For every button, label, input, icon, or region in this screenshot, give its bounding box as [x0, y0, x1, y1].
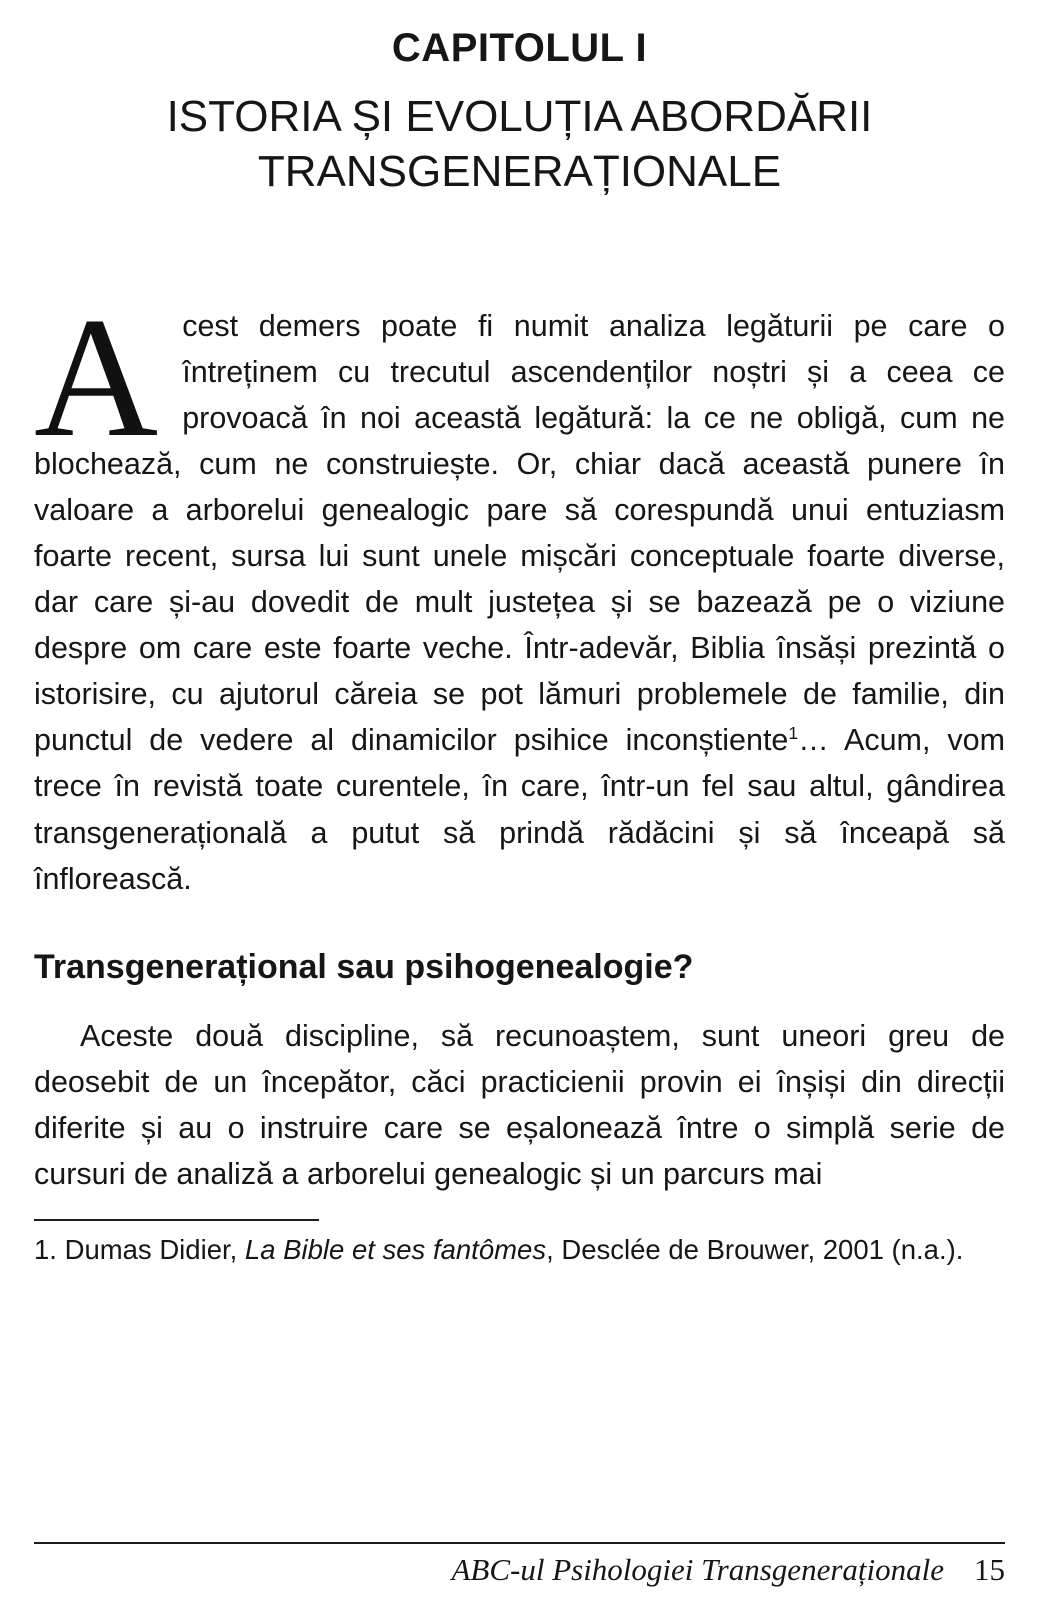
footnote-book-title: La Bible et ses fantômes [244, 1233, 547, 1265]
paragraph-2: Aceste două discipline, să recunoaștem, sunt uneori greu de deosebit de un începător, căci practicienii provin ei înșiși din direcții diferite și au o instruire care se eșalonează între o simplă serie de cursuri de analiză a arborelui genealogic și un parcurs mai [34, 1018, 1005, 1191]
footnote [34, 1231, 1005, 1269]
chapter-title: ISTORIA ȘI EVOLUȚIA ABORDĂRII TRANSGENERAȚIONALE [166, 92, 873, 196]
footer-divider [34, 1542, 1005, 1544]
footnote-divider [34, 1219, 319, 1221]
page-footer-area [34, 1542, 1005, 1588]
running-title: ABC-ul Psihologiei Transgeneraționale [451, 1552, 944, 1587]
footnote-author: Dumas Didier, [64, 1233, 238, 1265]
footnote-reference: 1 [788, 723, 799, 744]
page-body [34, 283, 1005, 1269]
drop-cap: A [34, 283, 159, 473]
chapter-label: CAPITOLUL I [391, 26, 648, 70]
chapter-header [34, 26, 1005, 199]
paragraph-1-text-after: … Acum, vom trece în revistă toate curentele, în care, într-un fel sau altul, gândirea transgenerațională a putut să prindă rădăcini și să înceapă să înflorească. [34, 723, 1005, 896]
paragraph-1-text: cest demers poate fi numit analiza legăturii pe care o întreținem cu trecutul ascendenților noștri și a ceea ce provoacă în noi această legătură: la ce ne obligă, cum ne blochează, cum ne construiește. Or, chiar dacă această punere în valoare a arborelui genealogic pare să corespundă unui entuziasm foarte recent, sursa lui sunt unele mișcări conceptuale foarte diverse, dar care și-au dovedit de mult justețea și se bazează pe o viziune despre om care este foarte veche. Într-adevăr, Biblia însăși prezintă o istorisire, cu ajutorul căreia se pot lămuri problemele de familie, din punctul de vedere al dinamicilor psihice inconștiente [34, 309, 1005, 758]
footnote-number: 1. [34, 1233, 57, 1265]
footnote-publisher: , Desclée de Brouwer, 2001 (n.a.). [546, 1233, 964, 1265]
page-number: 15 [974, 1552, 1005, 1587]
section-heading: Transgenerațional sau psihogenealogie? [34, 947, 694, 986]
page-footer [34, 1552, 1005, 1588]
paragraph-1 [34, 283, 1005, 902]
